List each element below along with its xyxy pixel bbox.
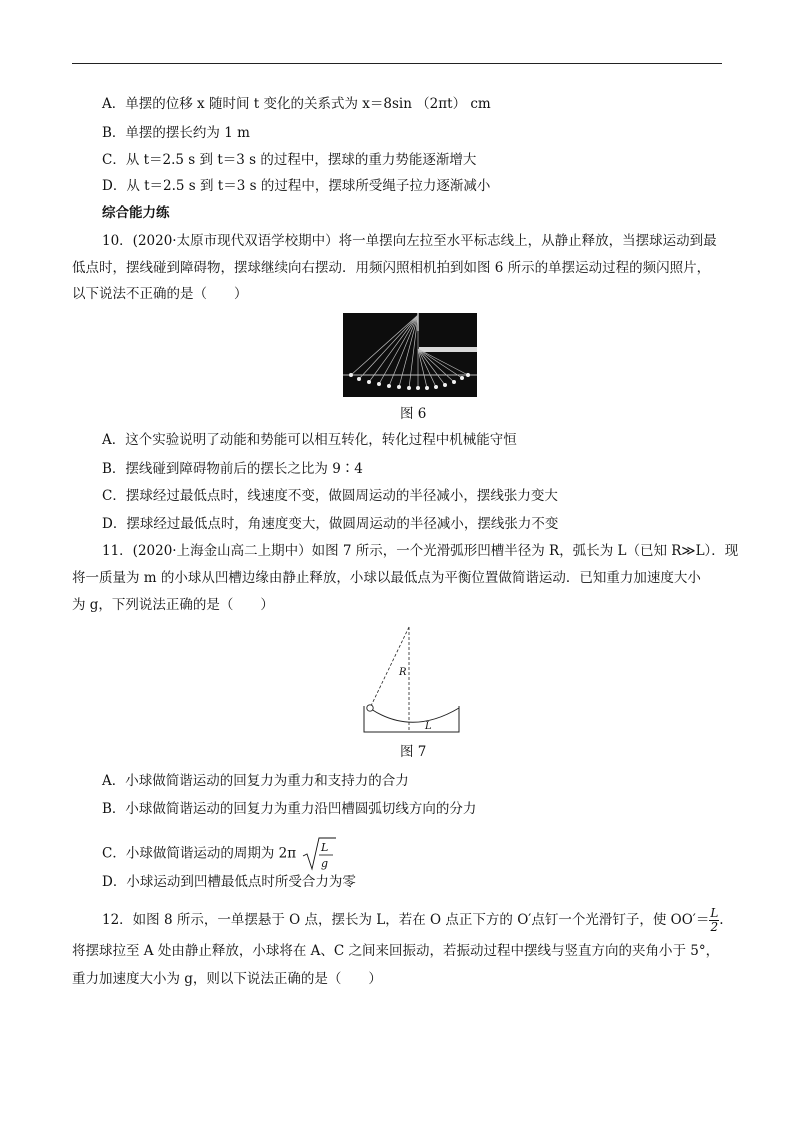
fraction-denominator: 2 xyxy=(710,920,719,934)
q11-line-1: 11．(2020·上海金山高二上期中）如图 7 所示，一个光滑弧形凹槽半径为 R，弧长为 L（已知 R≫L）．现 xyxy=(102,543,739,559)
figure-7-arc-groove xyxy=(362,624,462,736)
q11-option-c xyxy=(102,836,336,872)
q11-option-c-text: C．小球做简谐运动的周期为 2π xyxy=(102,845,297,862)
q12-line-1-text: 12．如图 8 所示，一单摆悬于 O 点，摆长为 L，若在 O 点正下方的 O′点钉一个光滑钉子，使 OO′＝ xyxy=(102,912,710,928)
figure-7-caption: 图 7 xyxy=(400,744,427,760)
q11-option-b: B．小球做简谐运动的回复力为重力沿凹槽圆弧切线方向的分力 xyxy=(102,801,477,817)
q12-line-2: 将摆球拉至 A 处由静止释放，小球将在 A、C 之间来回振动，若振动过程中摆线与竖直方向的夹角小于 5°， xyxy=(72,943,720,959)
sqrt-numerator: L xyxy=(321,841,329,854)
fraction-l-over-2 xyxy=(709,907,719,934)
q12-line-1-end: . xyxy=(719,912,724,928)
q9-option-b: B．单摆的摆长约为 1 m xyxy=(102,125,250,141)
q10-line-3: 以下说法不正确的是（ ） xyxy=(72,286,248,302)
figure-7-label-r: R xyxy=(399,667,407,678)
q10-line-1: 10．(2020·太原市现代双语学校期中）将一单摆向左拉至水平标志线上，从静止释放，当摆球运动到最 xyxy=(102,233,717,249)
figure-7-label-l: L xyxy=(425,721,432,732)
figure-6-caption: 图 6 xyxy=(400,406,427,422)
q11-option-a: A．小球做简谐运动的回复力为重力和支持力的合力 xyxy=(102,773,409,789)
q11-line-2: 将一质量为 m 的小球从凹槽边缘由静止释放，小球以最低点为平衡位置做简谐运动．已知重力加速度大小 xyxy=(72,570,701,586)
q9-option-c: C．从 t＝2.5 s 到 t＝3 s 的过程中，摆球的重力势能逐渐增大 xyxy=(102,152,477,168)
sqrt-radical xyxy=(302,836,336,872)
figure-6-strobe-photo xyxy=(343,313,477,397)
header-rule xyxy=(72,63,722,64)
sqrt-denominator: g xyxy=(321,857,329,870)
q10-option-a: A．这个实验说明了动能和势能可以相互转化，转化过程中机械能守恒 xyxy=(102,432,517,448)
q12-line-3: 重力加速度大小为 g，则以下说法正确的是（ ） xyxy=(72,971,382,987)
q11-option-d: D．小球运动到凹槽最低点时所受合力为零 xyxy=(102,874,356,890)
sqrt-sign-icon xyxy=(302,836,336,872)
q11-line-3: 为 g，下列说法正确的是（ ） xyxy=(72,597,274,613)
q12-line-1 xyxy=(102,907,724,934)
q9-option-a: A．单摆的位移 x 随时间 t 变化的关系式为 x＝8sin （2πt） cm xyxy=(102,96,491,112)
q9-option-d: D．从 t＝2.5 s 到 t＝3 s 的过程中，摆球所受绳子拉力逐渐减小 xyxy=(102,178,491,194)
q10-option-d: D．摆球经过最低点时，角速度变大，做圆周运动的半径减小，摆线张力不变 xyxy=(102,516,559,532)
fraction-numerator: L xyxy=(710,906,719,920)
section-title: 综合能力练 xyxy=(102,205,170,221)
q10-option-c: C．摆球经过最低点时，线速度不变，做圆周运动的半径减小，摆线张力变大 xyxy=(102,488,558,504)
q10-option-b: B．摆线碰到障碍物前后的摆长之比为 9∶4 xyxy=(102,461,363,477)
q10-line-2: 低点时，摆线碰到障碍物，摆球继续向右摆动．用频闪照相机拍到如图 6 所示的单摆运动过程的频闪照片， xyxy=(72,260,711,276)
